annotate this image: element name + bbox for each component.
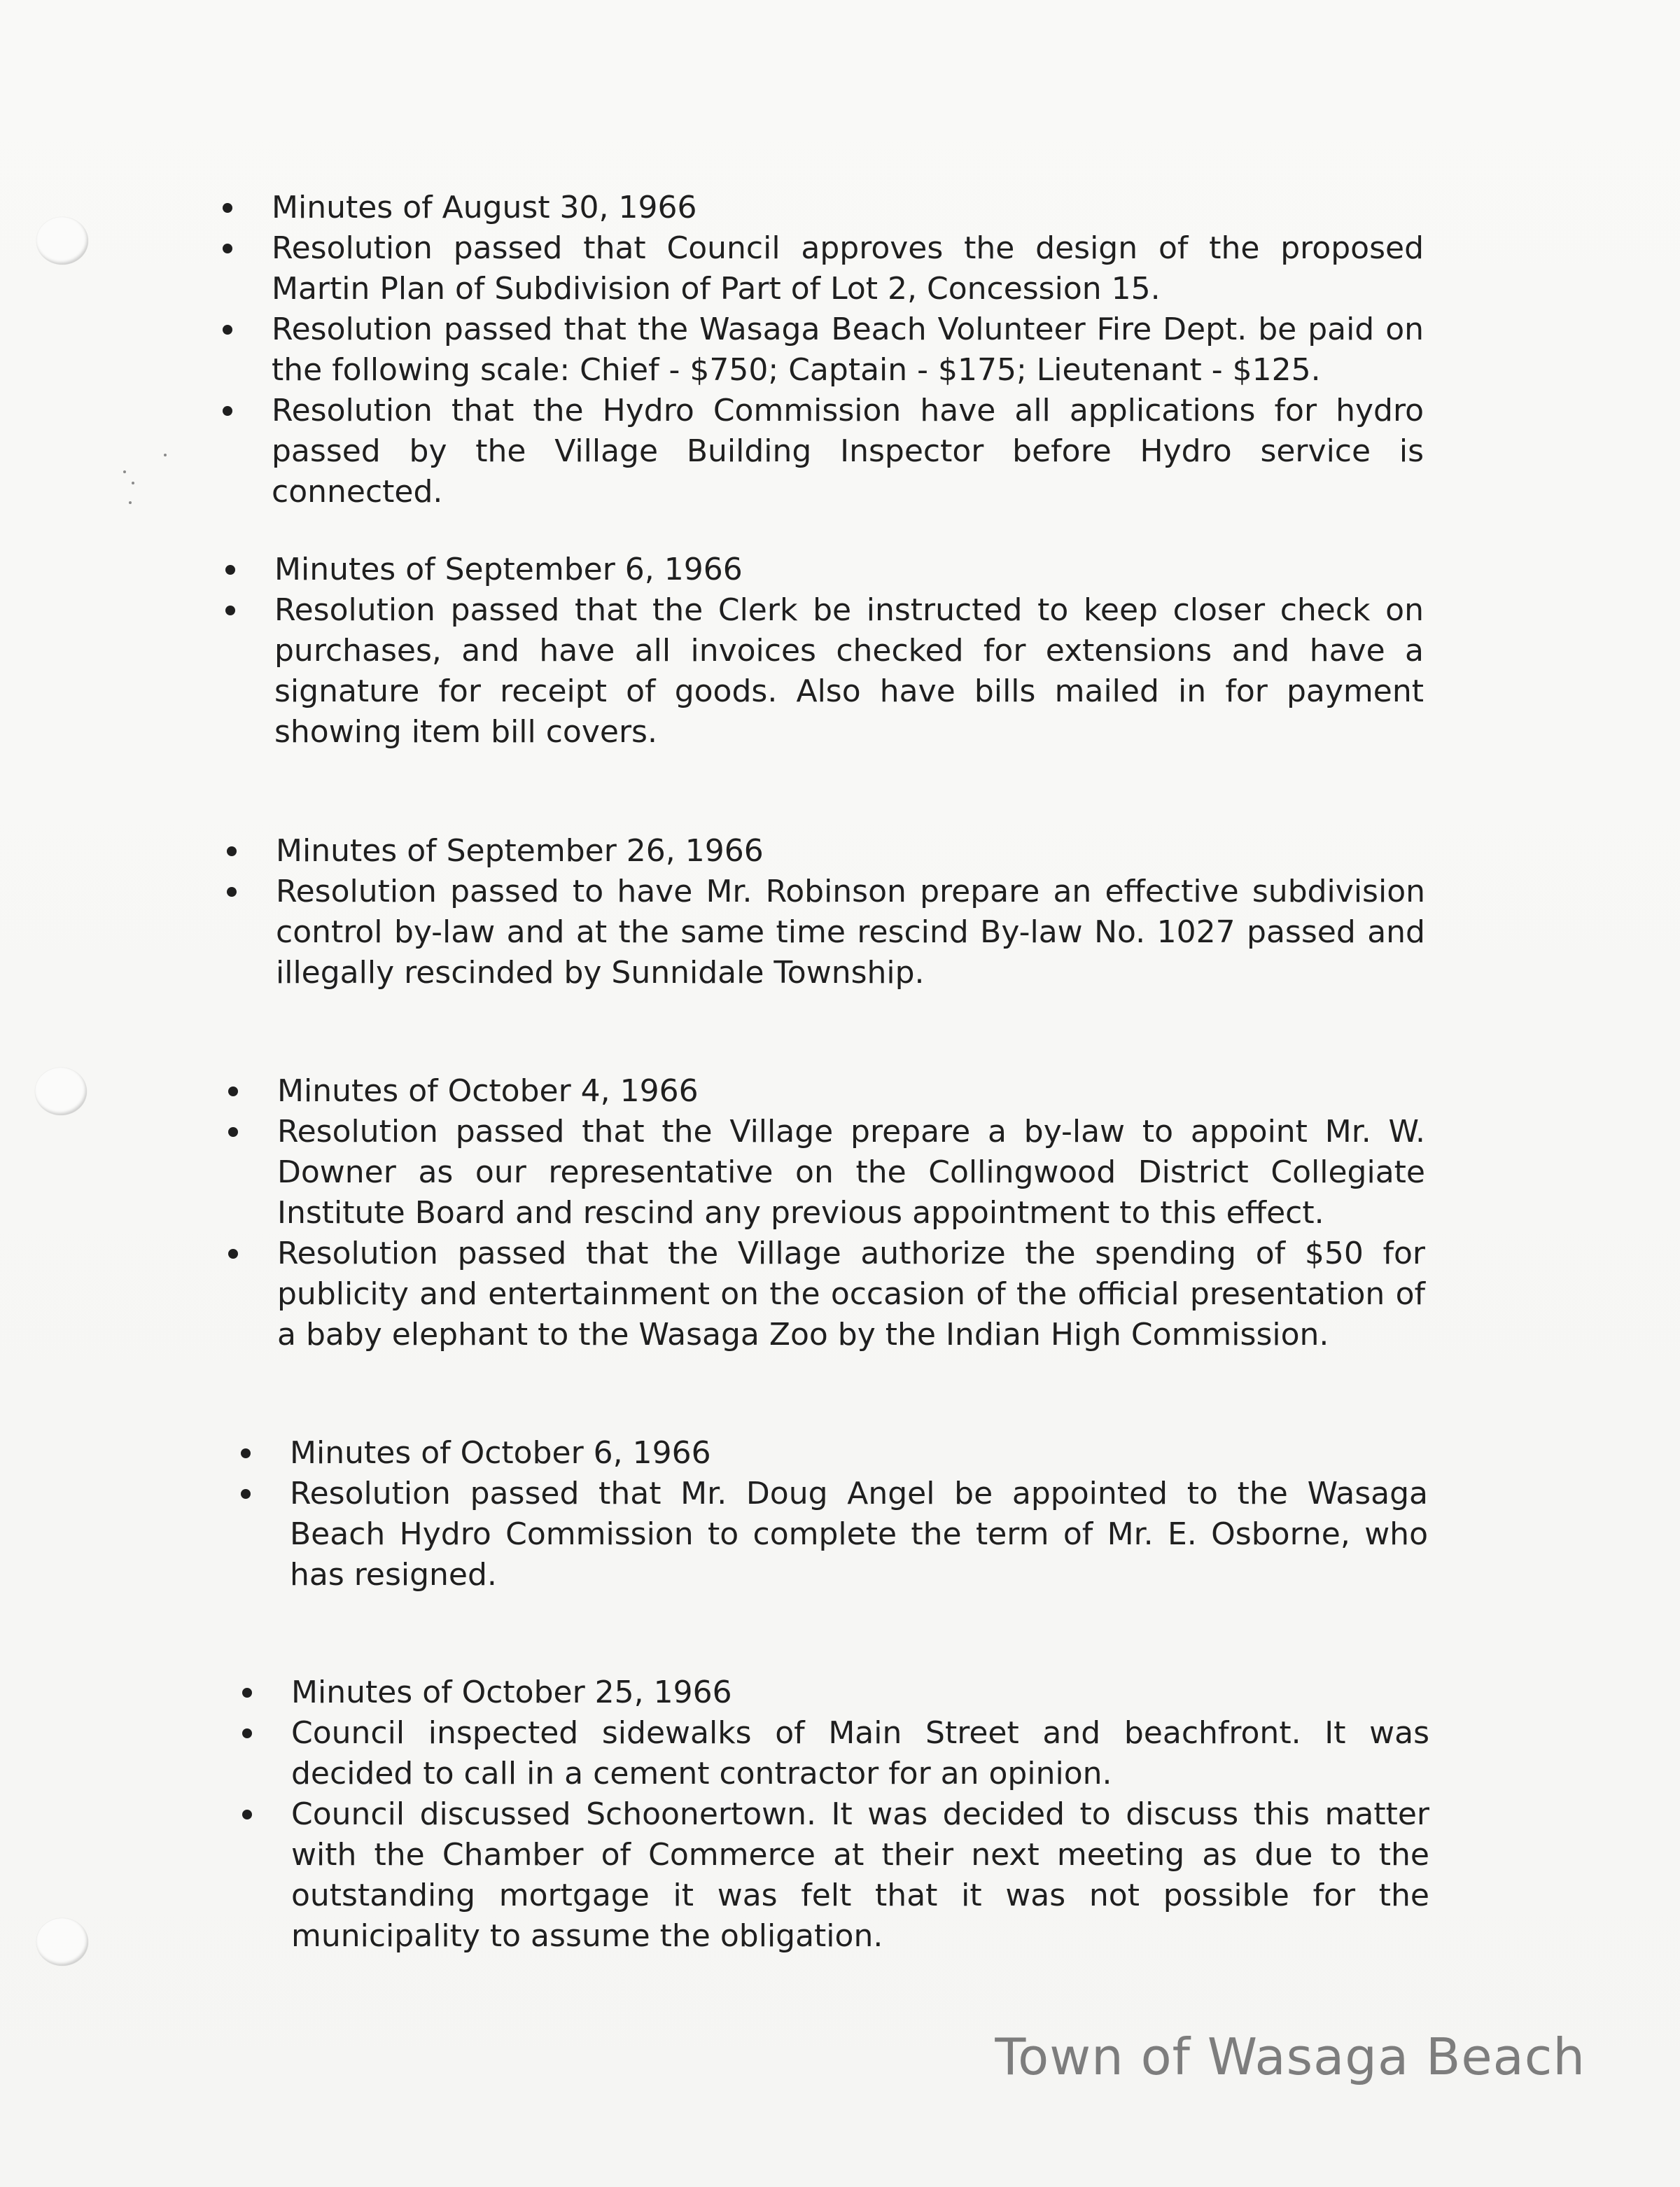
bullet-icon — [228, 1086, 238, 1096]
item-text: Resolution passed that the Village prepare a by-law to appoint Mr. W. Downer as our representative on the Collingwood District Collegiate Institute Board and rescind any previous appointment to this effect. — [277, 1114, 1425, 1231]
bullet-icon — [223, 325, 232, 335]
bullet-icon — [242, 1728, 252, 1738]
bullet-icon — [227, 887, 237, 897]
punch-hole — [36, 1918, 88, 1966]
item-text: Resolution that the Hydro Commission have all applications for hydro passed by the Village Building Inspector before Hydro service is connected. — [272, 393, 1424, 510]
minutes-section-sep-26 — [227, 831, 1425, 993]
item-text: Minutes of August 30, 1966 — [272, 190, 697, 225]
scan-speck — [132, 482, 134, 484]
list-item — [223, 228, 1424, 309]
bullet-icon — [223, 406, 232, 416]
bullet-icon — [227, 846, 237, 856]
list-item — [228, 1112, 1425, 1234]
list-item — [223, 309, 1424, 391]
minutes-section-aug-30 — [223, 188, 1424, 512]
scan-speck — [129, 501, 132, 504]
list-item — [242, 1713, 1429, 1794]
item-text: Resolution passed that the Wasaga Beach Volunteer Fire Dept. be paid on the following scale: Chief - $750; Captain - $175; Lieutenant - $125. — [272, 312, 1424, 388]
item-text: Council inspected sidewalks of Main Street and beachfront. It was decided to call in a cement contractor for an opinion. — [291, 1715, 1429, 1791]
list-item — [241, 1433, 1428, 1474]
minutes-section-oct-4 — [228, 1071, 1425, 1355]
punch-hole — [36, 217, 88, 265]
punch-hole — [35, 1068, 87, 1115]
item-text: Minutes of September 26, 1966 — [276, 833, 764, 869]
bullet-icon — [242, 1688, 252, 1698]
list-item — [228, 1071, 1425, 1112]
list-item — [227, 872, 1425, 993]
item-text: Resolution passed that the Clerk be instructed to keep closer check on purchases, and have all invoices checked for extensions and have a signature for receipt of goods. Also have bills mailed in for payment showing item bill covers. — [274, 592, 1424, 750]
minutes-section-oct-25 — [242, 1672, 1429, 1957]
item-text: Resolution passed that the Village authorize the spending of $50 for publicity and entertainment on the occasion of the official presentation of a baby elephant to the Wasaga Zoo by the Indian High Commission. — [277, 1236, 1425, 1353]
bullet-icon — [228, 1249, 238, 1259]
item-text: Resolution passed that Council approves the design of the proposed Martin Plan of Subdivision of Part of Lot 2, Concession 15. — [272, 230, 1424, 307]
scan-speck — [123, 470, 126, 473]
list-item — [225, 550, 1424, 590]
list-item — [223, 391, 1424, 512]
bullet-icon — [225, 565, 235, 575]
item-text: Minutes of October 6, 1966 — [290, 1435, 711, 1471]
list-item — [241, 1474, 1428, 1595]
item-text: Resolution passed to have Mr. Robinson prepare an effective subdivision control by-law and at the same time rescind By-law No. 1027 passed and illegally rescinded by Sunnidale Township. — [276, 874, 1425, 991]
scan-speck — [164, 454, 167, 456]
minutes-section-sep-6 — [225, 550, 1424, 753]
bullet-icon — [223, 244, 232, 253]
list-item — [225, 590, 1424, 753]
item-text: Council discussed Schoonertown. It was decided to discuss this matter with the Chamber of Commerce at their next meeting as due to the outstanding mortgage it was felt that it was not possible for the municipality to assume the obligation. — [291, 1796, 1429, 1954]
bullet-icon — [241, 1489, 251, 1499]
list-item — [223, 188, 1424, 228]
list-item — [227, 831, 1425, 872]
list-item — [228, 1234, 1425, 1355]
item-text: Minutes of September 6, 1966 — [274, 552, 743, 587]
item-text: Minutes of October 25, 1966 — [291, 1675, 732, 1710]
item-text: Resolution passed that Mr. Doug Angel be appointed to the Wasaga Beach Hydro Commission to complete the term of Mr. E. Osborne, who has resigned. — [290, 1476, 1428, 1593]
bullet-icon — [242, 1810, 252, 1819]
bullet-icon — [225, 606, 235, 615]
list-item — [242, 1794, 1429, 1957]
item-text: Minutes of October 4, 1966 — [277, 1073, 699, 1109]
list-item — [242, 1672, 1429, 1713]
watermark-text: Town of Wasaga Beach — [995, 2027, 1586, 2086]
bullet-icon — [223, 203, 232, 213]
bullet-icon — [228, 1127, 238, 1137]
bullet-icon — [241, 1448, 251, 1458]
minutes-section-oct-6 — [241, 1433, 1428, 1595]
